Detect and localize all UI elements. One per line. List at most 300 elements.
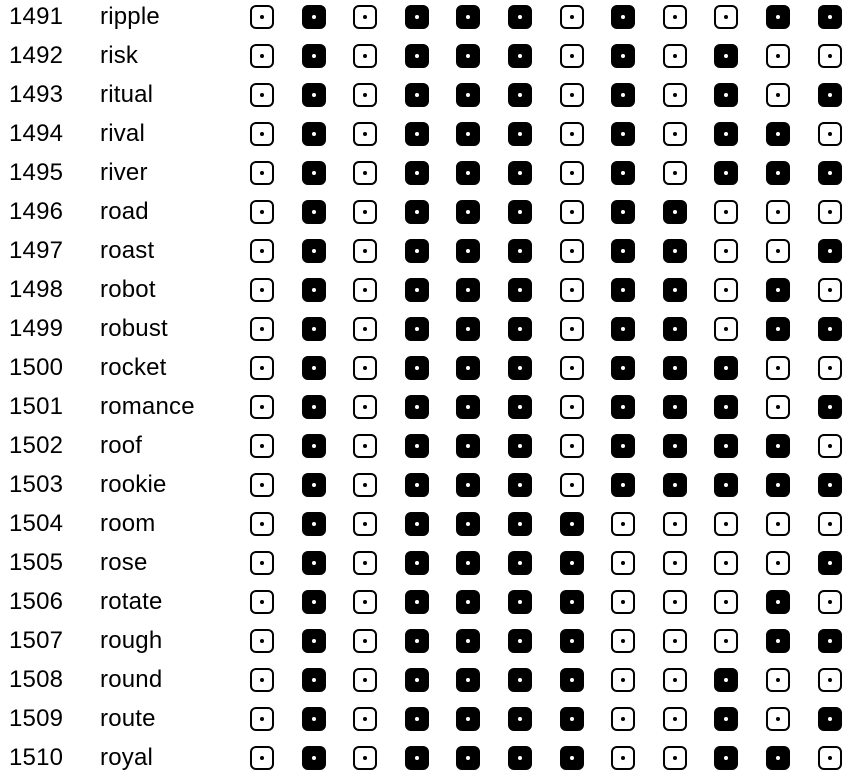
dot-icon (518, 444, 522, 448)
dot-icon (363, 132, 367, 136)
dot-icon (312, 405, 316, 409)
dot-icon (570, 249, 574, 253)
filled-square-dot-icon (302, 356, 326, 380)
dot-icon (776, 93, 780, 97)
empty-square-dot-icon (250, 356, 274, 380)
filled-square-dot-icon (456, 668, 480, 692)
filled-square-dot-icon (818, 5, 842, 29)
grid-row (0, 465, 855, 504)
filled-square-dot-icon (302, 473, 326, 497)
dot-icon (518, 288, 522, 292)
row-word: room (100, 510, 156, 537)
dot-icon (673, 171, 677, 175)
dot-icon (828, 756, 832, 760)
filled-square-dot-icon (508, 707, 532, 731)
filled-square-dot-icon (405, 473, 429, 497)
dot-icon (363, 522, 367, 526)
row-number: 1492 (9, 42, 64, 69)
filled-square-dot-icon (560, 707, 584, 731)
row-word: risk (100, 42, 139, 69)
dot-icon (828, 54, 832, 58)
row-word: rival (100, 120, 146, 147)
dot-icon (312, 327, 316, 331)
empty-square-dot-icon (714, 5, 738, 29)
dot-icon (724, 327, 728, 331)
filled-square-dot-icon (714, 473, 738, 497)
dot-icon (673, 756, 677, 760)
dot-icon (570, 210, 574, 214)
filled-square-dot-icon (456, 317, 480, 341)
empty-square-dot-icon (353, 590, 377, 614)
row-word: romance (100, 393, 195, 420)
filled-square-dot-icon (508, 434, 532, 458)
filled-square-dot-icon (405, 122, 429, 146)
empty-square-dot-icon (250, 629, 274, 653)
dot-icon (518, 327, 522, 331)
dot-icon (570, 756, 574, 760)
dot-icon (673, 483, 677, 487)
dot-icon (312, 717, 316, 721)
row-word: round (100, 666, 163, 693)
dot-icon (518, 249, 522, 253)
filled-square-dot-icon (818, 707, 842, 731)
empty-square-dot-icon (353, 278, 377, 302)
empty-square-dot-icon (818, 44, 842, 68)
row-word: robust (100, 315, 168, 342)
filled-square-dot-icon (456, 746, 480, 770)
filled-square-dot-icon (714, 122, 738, 146)
dot-icon (621, 405, 625, 409)
dot-icon (466, 171, 470, 175)
dot-icon (260, 15, 264, 19)
empty-square-dot-icon (714, 590, 738, 614)
dot-icon (570, 366, 574, 370)
grid-row (0, 699, 855, 738)
empty-square-dot-icon (560, 434, 584, 458)
dot-icon (673, 54, 677, 58)
filled-square-dot-icon (818, 83, 842, 107)
filled-square-dot-icon (508, 512, 532, 536)
dot-icon (415, 366, 419, 370)
dot-icon (260, 171, 264, 175)
empty-square-dot-icon (818, 278, 842, 302)
empty-square-dot-icon (818, 512, 842, 536)
dot-icon (415, 756, 419, 760)
filled-square-dot-icon (302, 629, 326, 653)
filled-square-dot-icon (405, 746, 429, 770)
empty-square-dot-icon (818, 746, 842, 770)
row-number: 1500 (9, 354, 64, 381)
filled-square-dot-icon (560, 512, 584, 536)
empty-square-dot-icon (766, 551, 790, 575)
empty-square-dot-icon (560, 473, 584, 497)
dot-icon (518, 132, 522, 136)
filled-square-dot-icon (818, 161, 842, 185)
empty-square-dot-icon (766, 395, 790, 419)
row-number: 1495 (9, 159, 64, 186)
row-word: rough (100, 627, 163, 654)
dot-icon (312, 93, 316, 97)
filled-square-dot-icon (456, 356, 480, 380)
empty-square-dot-icon (353, 317, 377, 341)
filled-square-dot-icon (456, 590, 480, 614)
dot-icon (312, 249, 316, 253)
dot-icon (776, 717, 780, 721)
row-number: 1509 (9, 705, 64, 732)
filled-square-dot-icon (663, 239, 687, 263)
dot-icon (828, 366, 832, 370)
grid-row (0, 582, 855, 621)
dot-icon (260, 132, 264, 136)
row-number: 1504 (9, 510, 64, 537)
empty-square-dot-icon (663, 161, 687, 185)
empty-square-dot-icon (611, 590, 635, 614)
filled-square-dot-icon (611, 83, 635, 107)
empty-square-dot-icon (611, 629, 635, 653)
filled-square-dot-icon (663, 356, 687, 380)
dot-icon (776, 444, 780, 448)
empty-square-dot-icon (766, 200, 790, 224)
dot-icon (621, 600, 625, 604)
dot-icon (621, 54, 625, 58)
dot-icon (828, 639, 832, 643)
dot-icon (312, 756, 316, 760)
row-number: 1499 (9, 315, 64, 342)
empty-square-dot-icon (250, 278, 274, 302)
dot-icon (260, 327, 264, 331)
dot-icon (466, 288, 470, 292)
filled-square-dot-icon (766, 122, 790, 146)
dot-icon (466, 756, 470, 760)
filled-square-dot-icon (405, 707, 429, 731)
dot-icon (776, 483, 780, 487)
filled-square-dot-icon (611, 200, 635, 224)
dot-icon (518, 678, 522, 682)
filled-square-dot-icon (611, 239, 635, 263)
dot-icon (260, 561, 264, 565)
empty-square-dot-icon (714, 239, 738, 263)
dot-icon (776, 171, 780, 175)
grid-row (0, 426, 855, 465)
filled-square-dot-icon (405, 434, 429, 458)
dot-icon (828, 600, 832, 604)
empty-square-dot-icon (250, 668, 274, 692)
empty-square-dot-icon (663, 629, 687, 653)
empty-square-dot-icon (353, 44, 377, 68)
filled-square-dot-icon (611, 395, 635, 419)
dot-icon (363, 249, 367, 253)
empty-square-dot-icon (353, 356, 377, 380)
dot-icon (621, 483, 625, 487)
filled-square-dot-icon (456, 239, 480, 263)
dot-icon (621, 639, 625, 643)
dot-icon (518, 54, 522, 58)
empty-square-dot-icon (766, 83, 790, 107)
dot-icon (828, 171, 832, 175)
dot-icon (828, 444, 832, 448)
grid-row (0, 309, 855, 348)
filled-square-dot-icon (818, 239, 842, 263)
grid-row (0, 114, 855, 153)
filled-square-dot-icon (405, 5, 429, 29)
dot-icon (312, 522, 316, 526)
dot-icon (363, 639, 367, 643)
filled-square-dot-icon (302, 161, 326, 185)
empty-square-dot-icon (766, 707, 790, 731)
filled-square-dot-icon (766, 746, 790, 770)
dot-icon (776, 600, 780, 604)
dot-icon (260, 678, 264, 682)
filled-square-dot-icon (818, 395, 842, 419)
dot-icon (776, 678, 780, 682)
dot-icon (466, 93, 470, 97)
dot-icon (466, 483, 470, 487)
filled-square-dot-icon (302, 395, 326, 419)
empty-square-dot-icon (353, 200, 377, 224)
dot-icon (724, 288, 728, 292)
empty-square-dot-icon (250, 161, 274, 185)
filled-square-dot-icon (405, 551, 429, 575)
dot-icon (621, 93, 625, 97)
dot-icon (776, 756, 780, 760)
dot-icon (312, 132, 316, 136)
dot-icon (621, 366, 625, 370)
dot-icon (621, 756, 625, 760)
dot-icon (466, 54, 470, 58)
grid-row (0, 504, 855, 543)
filled-square-dot-icon (818, 551, 842, 575)
filled-square-dot-icon (611, 356, 635, 380)
dot-icon (518, 171, 522, 175)
filled-square-dot-icon (611, 434, 635, 458)
empty-square-dot-icon (611, 551, 635, 575)
empty-square-dot-icon (250, 83, 274, 107)
filled-square-dot-icon (508, 668, 532, 692)
dot-icon (415, 678, 419, 682)
dot-icon (570, 288, 574, 292)
dot-icon (570, 600, 574, 604)
empty-square-dot-icon (611, 707, 635, 731)
dot-icon (260, 54, 264, 58)
empty-square-dot-icon (663, 746, 687, 770)
dot-icon (828, 522, 832, 526)
row-number: 1507 (9, 627, 64, 654)
empty-square-dot-icon (818, 668, 842, 692)
filled-square-dot-icon (508, 83, 532, 107)
dot-icon (312, 15, 316, 19)
dot-icon (828, 405, 832, 409)
dot-icon (415, 600, 419, 604)
dot-icon (673, 210, 677, 214)
dot-icon (828, 483, 832, 487)
filled-square-dot-icon (302, 668, 326, 692)
filled-square-dot-icon (456, 5, 480, 29)
empty-square-dot-icon (353, 161, 377, 185)
dot-icon (570, 405, 574, 409)
dot-icon (828, 327, 832, 331)
dot-icon (724, 366, 728, 370)
dot-icon (724, 600, 728, 604)
dot-icon (312, 366, 316, 370)
filled-square-dot-icon (611, 44, 635, 68)
dot-icon (518, 639, 522, 643)
dot-icon (776, 54, 780, 58)
filled-square-dot-icon (456, 395, 480, 419)
filled-square-dot-icon (302, 122, 326, 146)
row-number: 1494 (9, 120, 64, 147)
dot-icon (776, 288, 780, 292)
empty-square-dot-icon (663, 668, 687, 692)
empty-square-dot-icon (766, 668, 790, 692)
dot-icon (828, 132, 832, 136)
dot-icon (363, 717, 367, 721)
empty-square-dot-icon (714, 551, 738, 575)
dot-icon (415, 210, 419, 214)
filled-square-dot-icon (508, 395, 532, 419)
dot-icon (312, 600, 316, 604)
empty-square-dot-icon (714, 512, 738, 536)
empty-square-dot-icon (250, 473, 274, 497)
filled-square-dot-icon (663, 200, 687, 224)
dot-icon (260, 639, 264, 643)
dot-icon (621, 678, 625, 682)
dot-icon (363, 600, 367, 604)
filled-square-dot-icon (508, 629, 532, 653)
empty-square-dot-icon (250, 395, 274, 419)
dot-icon (828, 717, 832, 721)
dot-icon (518, 600, 522, 604)
grid-row (0, 231, 855, 270)
dot-icon (724, 678, 728, 682)
grid-row (0, 36, 855, 75)
filled-square-dot-icon (560, 590, 584, 614)
dot-icon (260, 366, 264, 370)
filled-square-dot-icon (405, 395, 429, 419)
dot-icon (673, 405, 677, 409)
dot-icon (570, 132, 574, 136)
dot-icon (518, 561, 522, 565)
filled-square-dot-icon (456, 83, 480, 107)
empty-square-dot-icon (250, 239, 274, 263)
row-word: royal (100, 744, 154, 771)
empty-square-dot-icon (250, 317, 274, 341)
dot-icon (673, 600, 677, 604)
dot-icon (621, 288, 625, 292)
grid-row (0, 543, 855, 582)
dot-icon (363, 366, 367, 370)
filled-square-dot-icon (302, 200, 326, 224)
filled-square-dot-icon (456, 629, 480, 653)
empty-square-dot-icon (560, 317, 584, 341)
dot-icon (260, 483, 264, 487)
dot-icon (673, 561, 677, 565)
filled-square-dot-icon (508, 317, 532, 341)
empty-square-dot-icon (560, 356, 584, 380)
filled-square-dot-icon (611, 317, 635, 341)
empty-square-dot-icon (353, 395, 377, 419)
empty-square-dot-icon (560, 239, 584, 263)
row-number: 1497 (9, 237, 64, 264)
empty-square-dot-icon (250, 122, 274, 146)
dot-icon (724, 561, 728, 565)
dot-icon (415, 288, 419, 292)
empty-square-dot-icon (250, 707, 274, 731)
filled-square-dot-icon (456, 473, 480, 497)
filled-square-dot-icon (405, 317, 429, 341)
filled-square-dot-icon (405, 239, 429, 263)
dot-icon (260, 288, 264, 292)
empty-square-dot-icon (611, 512, 635, 536)
row-word: route (100, 705, 156, 732)
filled-square-dot-icon (302, 83, 326, 107)
dot-icon (724, 639, 728, 643)
filled-square-dot-icon (611, 473, 635, 497)
dot-icon (776, 366, 780, 370)
empty-square-dot-icon (353, 746, 377, 770)
dot-icon (673, 132, 677, 136)
dot-icon (518, 717, 522, 721)
row-word: ripple (100, 3, 160, 30)
grid-row (0, 0, 855, 36)
empty-square-dot-icon (353, 5, 377, 29)
dot-icon (673, 327, 677, 331)
dot-icon (724, 171, 728, 175)
dot-icon (724, 93, 728, 97)
filled-square-dot-icon (714, 746, 738, 770)
dot-icon (828, 93, 832, 97)
row-word: road (100, 198, 149, 225)
empty-square-dot-icon (353, 434, 377, 458)
dot-icon (518, 483, 522, 487)
empty-square-dot-icon (250, 434, 274, 458)
dot-icon (466, 15, 470, 19)
filled-square-dot-icon (714, 44, 738, 68)
filled-square-dot-icon (714, 707, 738, 731)
empty-square-dot-icon (663, 707, 687, 731)
dot-icon (673, 93, 677, 97)
filled-square-dot-icon (611, 122, 635, 146)
dot-icon (570, 15, 574, 19)
row-word: roof (100, 432, 143, 459)
filled-square-dot-icon (714, 395, 738, 419)
filled-square-dot-icon (714, 83, 738, 107)
dot-icon (466, 405, 470, 409)
dot-icon (260, 756, 264, 760)
filled-square-dot-icon (766, 278, 790, 302)
dot-icon (621, 210, 625, 214)
filled-square-dot-icon (714, 356, 738, 380)
dot-icon (260, 210, 264, 214)
dot-icon (415, 639, 419, 643)
empty-square-dot-icon (353, 551, 377, 575)
dot-icon (776, 210, 780, 214)
dot-icon (312, 288, 316, 292)
dot-icon (518, 405, 522, 409)
filled-square-dot-icon (302, 707, 326, 731)
grid-row (0, 270, 855, 309)
filled-square-dot-icon (818, 629, 842, 653)
dot-icon (363, 756, 367, 760)
dot-icon (570, 678, 574, 682)
filled-square-dot-icon (456, 161, 480, 185)
dot-icon (260, 93, 264, 97)
dot-icon (466, 717, 470, 721)
dot-icon (570, 327, 574, 331)
filled-square-dot-icon (663, 395, 687, 419)
row-word: ritual (100, 81, 154, 108)
filled-square-dot-icon (405, 44, 429, 68)
filled-square-dot-icon (456, 44, 480, 68)
